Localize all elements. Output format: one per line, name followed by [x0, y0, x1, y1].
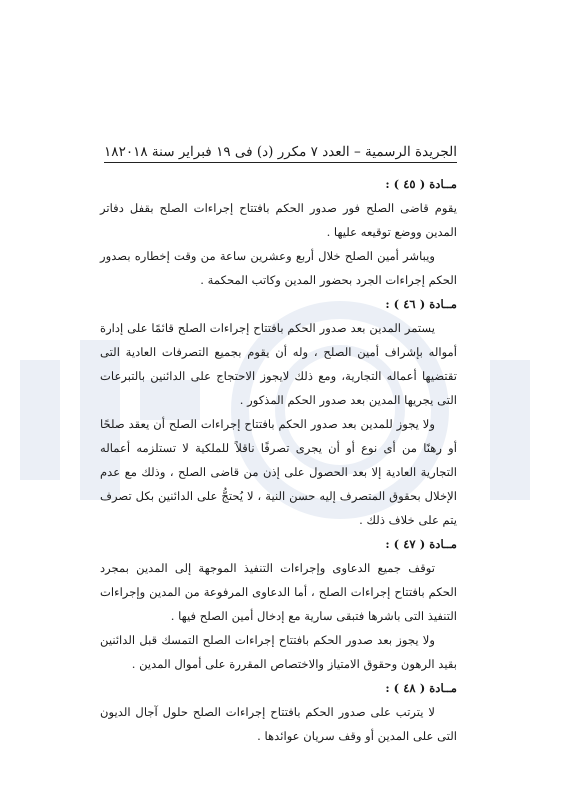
article-title: مــادة ( ٤٧ ) :	[385, 537, 457, 551]
article-paragraph: ولا يجوز للمدين بعد صدور الحكم بافتتاح إجراءات الصلح أن يعقد صلحًا أو رهنًا من أى نوع أو أن يجرى تصرفًا ناقلاً للملكية لا تستلزمه أعماله التجارية العادية إلا بعد الحصول على إذن من قاضى الصلح ، وذلك مع عدم الإخلال بحقوق المتصرف إليه حسن النية ، لا يُحتجُّ على الدائنين بكل تصرف يتم على خلاف ذلك .	[100, 417, 457, 527]
header-publication: الجريدة الرسمية – العدد ٧ مكرر (د) فى ١٩ فبراير سنة ٢٠١٨	[118, 144, 457, 160]
article-paragraph: توقف جميع الدعاوى وإجراءات التنفيذ الموجهة إلى المدين بمجرد الحكم بافتتاح إجراءات الصلح ، أما الدعاوى المرفوعة من المدين وإجراءات التنفيذ التى باشرها فتبقى سارية مع إدخال أمين الصلح فيها .	[100, 561, 457, 623]
article-title: مــادة ( ٤٥ ) :	[385, 177, 457, 191]
article-paragraph: ويباشر أمين الصلح خلال أربع وعشرين ساعة من وقت إخطاره بصدور الحكم إجراءات الجرد بحضور المدين وكاتب المحكمة .	[100, 249, 457, 287]
article-46	[100, 292, 457, 532]
article-paragraph: يقوم قاضى الصلح فور صدور الحكم بافتتاح إجراءات الصلح بقفل دفاتر المدين ووضع توقيعه عليها .	[100, 201, 457, 239]
article-paragraph: لا يترتب على صدور الحكم بافتتاح إجراءات الصلح حلول آجال الديون التى على المدين أو وقف سريان عوائدها .	[100, 705, 457, 743]
article-title: مــادة ( ٤٦ ) :	[385, 297, 457, 311]
article-paragraph: ولا يجوز بعد صدور الحكم بافتتاح إجراءات الصلح التمسك قبل الدائنين بقيد الرهون وحقوق الامتياز والاختصاص المقررة على أموال المدين .	[100, 633, 457, 671]
article-47	[100, 532, 457, 676]
article-45	[100, 172, 457, 292]
header-divider	[104, 162, 457, 163]
document-body	[100, 172, 457, 748]
page-header	[104, 136, 457, 160]
article-48	[100, 676, 457, 748]
article-title: مــادة ( ٤٨ ) :	[385, 681, 457, 695]
page-number: ١٨	[104, 144, 119, 160]
article-paragraph: يستمر المدين بعد صدور الحكم بافتتاح إجراءات الصلح قائمًا على إدارة أمواله بإشراف أمين الصلح ، وله أن يقوم بجميع التصرفات العادية التى تقتضيها أعماله التجارية، ومع ذلك لايجوز الاحتجاج على الدائنين بالتبرعات التى يجريها المدين بعد صدور الحكم المذكور .	[100, 321, 457, 407]
